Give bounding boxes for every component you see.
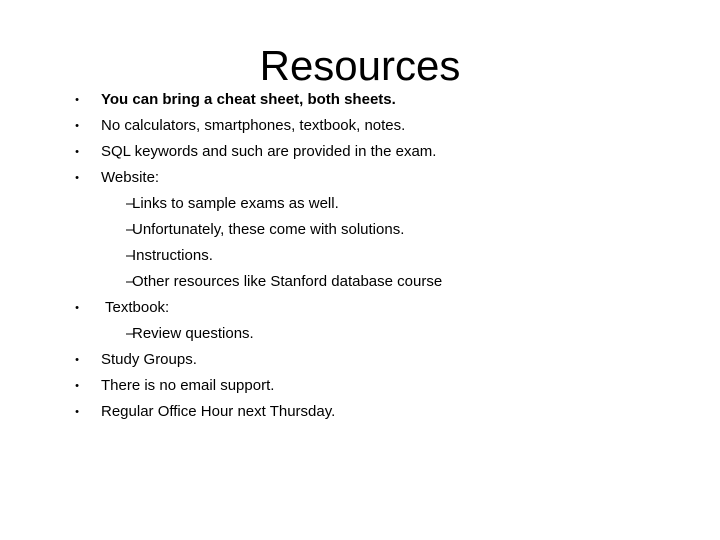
sub-list-item-text: Unfortunately, these come with solutions. — [132, 221, 405, 238]
slide-title-text: Resources — [259, 42, 461, 89]
bullet-icon: • — [75, 120, 79, 132]
list-item — [0, 373, 720, 399]
sub-list-item-text: Instructions. — [132, 247, 213, 264]
sub-list-item-text: Links to sample exams as well. — [132, 195, 339, 212]
sub-list-item — [0, 321, 720, 347]
list-item — [0, 113, 720, 139]
bullet-icon: • — [75, 172, 79, 184]
list-item — [0, 165, 720, 191]
dash-icon: – — [126, 195, 135, 212]
bullet-icon: • — [75, 354, 79, 366]
dash-icon: – — [126, 273, 135, 290]
sub-list-item — [0, 243, 720, 269]
list-item-text: There is no email support. — [101, 377, 275, 394]
list-item-text: Textbook: — [105, 299, 170, 316]
bullet-icon: • — [75, 146, 79, 158]
sub-list-item — [0, 269, 720, 295]
list-item — [0, 87, 720, 113]
dash-icon: – — [126, 325, 135, 342]
dash-icon: – — [126, 221, 135, 238]
list-item — [0, 139, 720, 165]
bullet-icon: • — [75, 302, 79, 314]
list-item — [0, 399, 720, 425]
bullet-list — [0, 87, 720, 425]
list-item-text: Website: — [101, 169, 160, 186]
sub-list-item-text: Review questions. — [132, 325, 254, 342]
list-item-text: SQL keywords and such are provided in the exam. — [101, 143, 437, 160]
bullet-icon: • — [75, 406, 79, 418]
list-item-text: No calculators, smartphones, textbook, notes. — [101, 117, 406, 134]
bullet-icon: • — [75, 94, 79, 106]
list-item — [0, 295, 720, 321]
sub-list-item — [0, 191, 720, 217]
dash-icon: – — [126, 247, 135, 264]
list-item-text: You can bring a cheat sheet, both sheets. — [101, 91, 396, 108]
sub-list-item — [0, 217, 720, 243]
list-item-text: Study Groups. — [101, 351, 197, 368]
sub-list-item-text: Other resources like Stanford database course — [132, 273, 443, 290]
list-item-text: Regular Office Hour next Thursday. — [101, 403, 336, 420]
list-item — [0, 347, 720, 373]
bullet-icon: • — [75, 380, 79, 392]
slide-title — [0, 40, 720, 92]
